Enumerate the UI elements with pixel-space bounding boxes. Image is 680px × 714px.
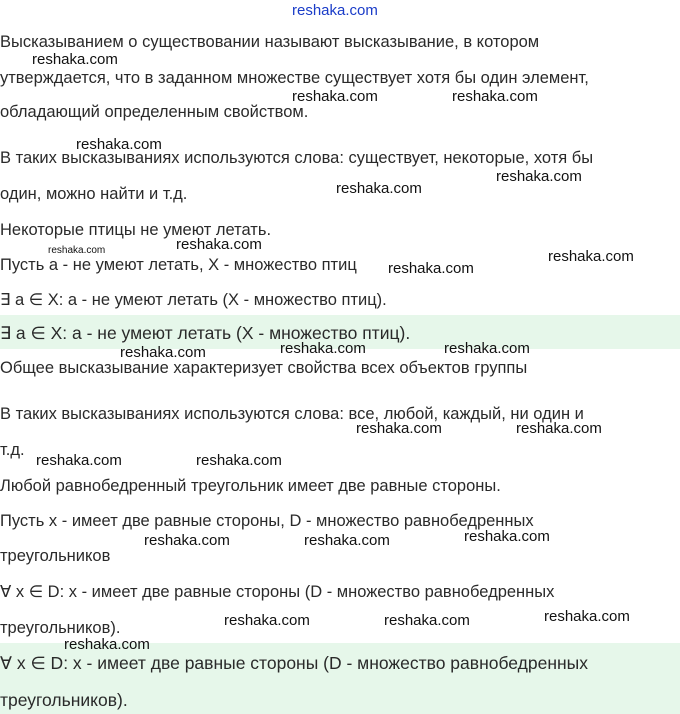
formula-universal-highlighted-line-1: ∀ x ∈ D: x - имеет две равные стороны (D - множество равнобедренных bbox=[0, 653, 588, 673]
watermark[interactable]: reshaka.com bbox=[516, 420, 602, 437]
watermark[interactable]: reshaka.com bbox=[196, 452, 282, 469]
watermark[interactable]: reshaka.com bbox=[544, 608, 630, 625]
watermark[interactable]: reshaka.com bbox=[32, 51, 118, 68]
watermark[interactable]: reshaka.com bbox=[496, 168, 582, 185]
watermark[interactable]: reshaka.com bbox=[464, 528, 550, 545]
definition-existence-line-1: Высказыванием о существовании называют высказывание, в котором bbox=[0, 33, 540, 51]
formula-universal-line-2: треугольников). bbox=[0, 619, 121, 637]
watermark[interactable]: reshaka.com bbox=[304, 532, 390, 549]
watermark[interactable]: reshaka.com bbox=[224, 612, 310, 629]
watermark[interactable]: reshaka.com bbox=[548, 248, 634, 265]
watermark[interactable]: reshaka.com bbox=[64, 636, 150, 653]
words-existence-line-2: один, можно найти и т.д. bbox=[0, 185, 188, 203]
watermark[interactable]: reshaka.com bbox=[48, 245, 106, 256]
definition-general: Общее высказывание характеризует свойства всех объектов группы bbox=[0, 359, 528, 377]
let-statement-triangle-line-1: Пусть x - имеет две равные стороны, D - множество равнобедренных bbox=[0, 512, 534, 530]
watermark[interactable]: reshaka.com bbox=[144, 532, 230, 549]
formula-existence-highlighted: ∃ a ∈ X: a - не умеют летать (X - множество птиц). bbox=[0, 323, 411, 343]
watermark[interactable]: reshaka.com bbox=[356, 420, 442, 437]
watermark[interactable]: reshaka.com bbox=[388, 260, 474, 277]
formula-existence: ∃ a ∈ X: a - не умеют летать (X - множество птиц). bbox=[0, 291, 387, 309]
let-statement-triangle-line-2: треугольников bbox=[0, 547, 111, 565]
header-watermark[interactable]: reshaka.com bbox=[292, 2, 378, 19]
watermark[interactable]: reshaka.com bbox=[452, 88, 538, 105]
example-birds: Некоторые птицы не умеют летать. bbox=[0, 221, 272, 239]
watermark[interactable]: reshaka.com bbox=[384, 612, 470, 629]
formula-universal-highlighted-line-2: треугольников). bbox=[0, 690, 128, 710]
watermark[interactable]: reshaka.com bbox=[120, 344, 206, 361]
words-existence-line-1: В таких высказываниях используются слова: существует, некоторые, хотя бы bbox=[0, 149, 594, 167]
watermark[interactable]: reshaka.com bbox=[336, 180, 422, 197]
words-general-line-2: т.д. bbox=[0, 441, 25, 459]
watermark[interactable]: reshaka.com bbox=[76, 136, 162, 153]
definition-existence-line-3: обладающий определенным свойством. bbox=[0, 103, 309, 121]
watermark[interactable]: reshaka.com bbox=[36, 452, 122, 469]
watermark[interactable]: reshaka.com bbox=[292, 88, 378, 105]
watermark[interactable]: reshaka.com bbox=[280, 340, 366, 357]
definition-existence-line-2: утверждается, что в заданном множестве существует хотя бы один элемент, bbox=[0, 69, 589, 87]
formula-universal-line-1: ∀ x ∈ D: x - имеет две равные стороны (D - множество равнобедренных bbox=[0, 583, 555, 601]
words-general-line-1: В таких высказываниях используются слова: все, любой, каждый, ни один и bbox=[0, 405, 584, 423]
let-statement-birds: Пусть a - не умеют летать, X - множество птиц bbox=[0, 256, 357, 274]
watermark[interactable]: reshaka.com bbox=[176, 236, 262, 253]
watermark[interactable]: reshaka.com bbox=[444, 340, 530, 357]
example-triangle: Любой равнобедренный треугольник имеет две равные стороны. bbox=[0, 477, 501, 495]
